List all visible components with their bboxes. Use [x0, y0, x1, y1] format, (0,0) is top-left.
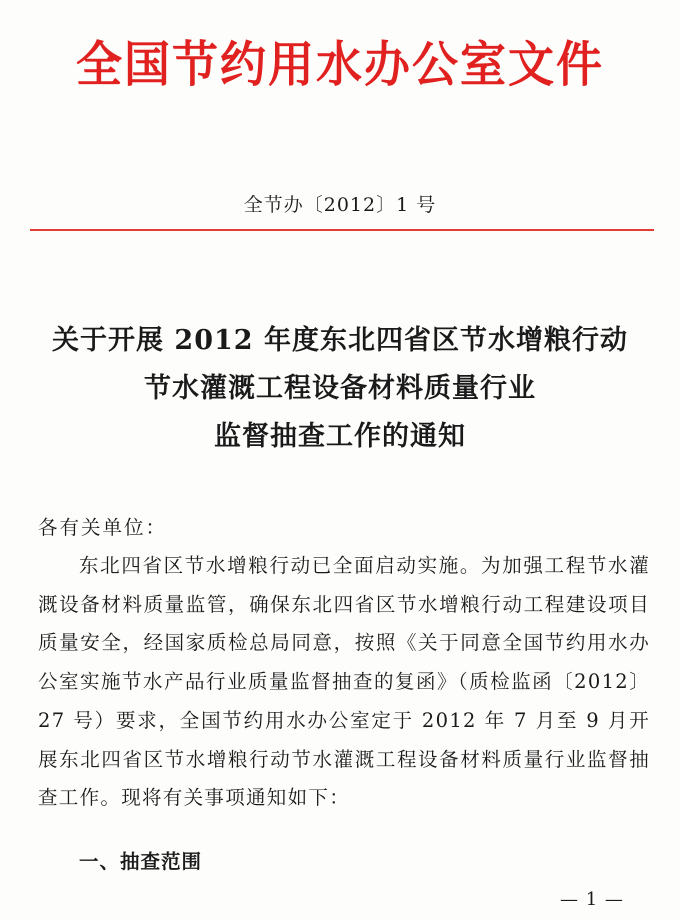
page-number: — 1 —	[560, 889, 624, 910]
red-divider-line	[30, 229, 654, 231]
red-header-title: 全国节约用水办公室文件	[76, 35, 604, 93]
body-paragraph: 东北四省区节水增粮行动已全面启动实施。为加强工程节水灌溉设备材料质量监管，确保东北四省区节水增粮行动工程建设项目质量安全，经国家质检总局同意，按照《关于同意全国节约用水办公室实施节水产品行业质量监督抽查的复函》（质检监函〔2012〕27 号）要求，全国节约用水办公室定于 2012 年 7 月至 9 月开展东北四省区节水增粮行动节水灌溉工程设备材料质量行业监督抽查工作。现将有关事项通知如下：	[38, 554, 650, 810]
notice-title	[0, 317, 680, 461]
salutation: 各有关单位：	[38, 516, 168, 539]
notice-title-line-1: 关于开展 2012 年度东北四省区节水增粮行动	[52, 325, 628, 356]
section-heading: 一、抽查范围	[79, 850, 203, 873]
notice-title-line-3: 监督抽查工作的通知	[214, 421, 466, 452]
document-number: 全节办〔2012〕1 号	[243, 194, 437, 216]
notice-title-line-2: 节水灌溉工程设备材料质量行业	[144, 373, 536, 404]
